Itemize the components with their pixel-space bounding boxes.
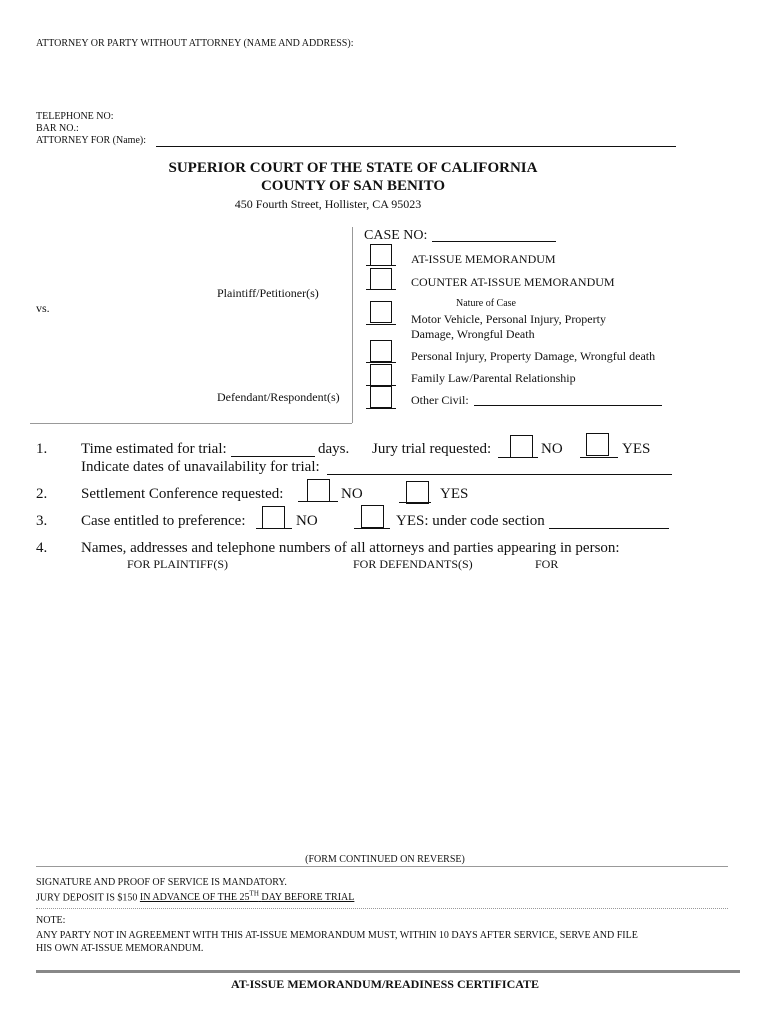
jury-deposit-prefix: JURY DEPOSIT IS $150 — [36, 892, 138, 904]
personal-injury-underline — [366, 362, 396, 363]
settlement-yes-label: YES — [440, 486, 469, 502]
nature-of-case-label: Nature of Case — [456, 298, 516, 309]
preference-label: Case entitled to preference: — [81, 513, 246, 529]
at-issue-label: AT-ISSUE MEMORANDUM — [411, 252, 556, 266]
item-2-number: 2. — [36, 486, 48, 502]
jury-yes-label: YES — [622, 441, 651, 457]
preference-no-label: NO — [296, 513, 318, 529]
attorney-label: ATTORNEY OR PARTY WITHOUT ATTORNEY (NAME AND ADDRESS): — [36, 38, 354, 49]
jury-yes-checkbox[interactable] — [586, 433, 609, 456]
for-other-label: FOR — [535, 557, 559, 571]
jury-no-label: NO — [541, 441, 563, 457]
form-continued-label: (FORM CONTINUED ON REVERSE) — [305, 854, 465, 865]
case-no-label: CASE NO: — [364, 228, 428, 243]
form-title-rule — [36, 970, 740, 973]
at-issue-checkbox[interactable] — [370, 244, 392, 266]
motor-vehicle-label-1: Motor Vehicle, Personal Injury, Property — [411, 312, 606, 326]
personal-injury-checkbox[interactable] — [370, 340, 392, 362]
preference-yes-checkbox[interactable] — [361, 505, 384, 528]
bar-number-label: BAR NO.: — [36, 123, 79, 134]
jury-requested-label: Jury trial requested: — [372, 441, 492, 457]
caption-divider — [352, 227, 353, 423]
telephone-label: TELEPHONE NO: — [36, 111, 114, 122]
names-addresses-label: Names, addresses and telephone numbers of all attorneys and parties appearing in person: — [81, 540, 620, 556]
family-law-checkbox[interactable] — [370, 364, 392, 386]
court-name: SUPERIOR COURT OF THE STATE OF CALIFORNIA — [168, 160, 538, 176]
trial-days-field[interactable] — [231, 456, 315, 457]
other-civil-label: Other Civil: — [411, 393, 469, 407]
preference-yes-underline — [354, 528, 390, 529]
counter-at-issue-checkbox[interactable] — [370, 268, 392, 290]
days-label: days. — [318, 441, 350, 457]
unavailability-field[interactable] — [327, 474, 672, 475]
note-line-2: HIS OWN AT-ISSUE MEMORANDUM. — [36, 943, 204, 954]
jury-deposit-underlined: IN ADVANCE OF THE 25TH DAY BEFORE TRIAL — [139, 890, 355, 904]
note-separator — [36, 908, 728, 909]
note-line-1: ANY PARTY NOT IN AGREEMENT WITH THIS AT-ISSUE MEMORANDUM MUST, WITHIN 10 DAYS AFTER SERVICE, SERVE AND FILE — [36, 930, 638, 941]
item-4-number: 4. — [36, 540, 48, 556]
at-issue-underline — [366, 265, 396, 266]
jury-no-checkbox[interactable] — [510, 435, 533, 458]
time-estimated-label: Time estimated for trial: — [81, 441, 227, 457]
court-address: 450 Fourth Street, Hollister, CA 95023 — [234, 197, 422, 211]
item-1-number: 1. — [36, 441, 48, 457]
footer-separator — [36, 866, 728, 867]
defendant-label: Defendant/Respondent(s) — [217, 390, 340, 404]
motor-vehicle-checkbox[interactable] — [370, 301, 392, 323]
jury-no-underline — [498, 457, 538, 458]
personal-injury-label: Personal Injury, Property Damage, Wrongful death — [411, 349, 656, 363]
jury-yes-underline — [580, 457, 618, 458]
family-law-label: Family Law/Parental Relationship — [411, 371, 576, 385]
counter-at-issue-label: COUNTER AT-ISSUE MEMORANDUM — [411, 275, 615, 289]
settlement-no-label: NO — [341, 486, 363, 502]
other-civil-field[interactable] — [474, 405, 662, 406]
preference-yes-code-label: YES: under code section — [396, 513, 545, 529]
settlement-yes-checkbox[interactable] — [406, 481, 429, 504]
preference-no-checkbox[interactable] — [262, 506, 285, 529]
case-no-field[interactable] — [432, 241, 556, 242]
plaintiff-label: Plaintiff/Petitioner(s) — [217, 286, 319, 300]
vs-label: vs. — [36, 301, 50, 315]
other-civil-underline — [366, 408, 396, 409]
settlement-label: Settlement Conference requested: — [81, 486, 284, 502]
settlement-no-checkbox[interactable] — [307, 479, 330, 502]
unavailability-label: Indicate dates of unavailability for trial: — [81, 459, 320, 475]
counter-at-issue-underline — [366, 289, 396, 290]
code-section-field[interactable] — [549, 528, 669, 529]
settlement-no-underline — [298, 501, 338, 502]
for-defendants-label: FOR DEFENDANTS(S) — [353, 557, 473, 571]
caption-bottom-line — [30, 423, 352, 424]
motor-vehicle-label-2: Damage, Wrongful Death — [411, 327, 535, 341]
motor-vehicle-underline — [366, 324, 396, 325]
jury-deposit — [36, 890, 354, 903]
attorney-for-line — [156, 146, 676, 147]
county-name: COUNTY OF SAN BENITO — [260, 178, 446, 194]
signature-mandatory: SIGNATURE AND PROOF OF SERVICE IS MANDATORY. — [36, 877, 287, 888]
for-plaintiffs-label: FOR PLAINTIFF(S) — [127, 557, 229, 571]
item-3-number: 3. — [36, 513, 48, 529]
settlement-yes-underline — [399, 502, 431, 503]
form-title: AT-ISSUE MEMORANDUM/READINESS CERTIFICATE — [230, 977, 540, 991]
preference-no-underline — [256, 528, 292, 529]
attorney-for-label: ATTORNEY FOR (Name): — [36, 135, 146, 146]
note-label: NOTE: — [36, 915, 66, 926]
other-civil-checkbox[interactable] — [370, 386, 392, 408]
